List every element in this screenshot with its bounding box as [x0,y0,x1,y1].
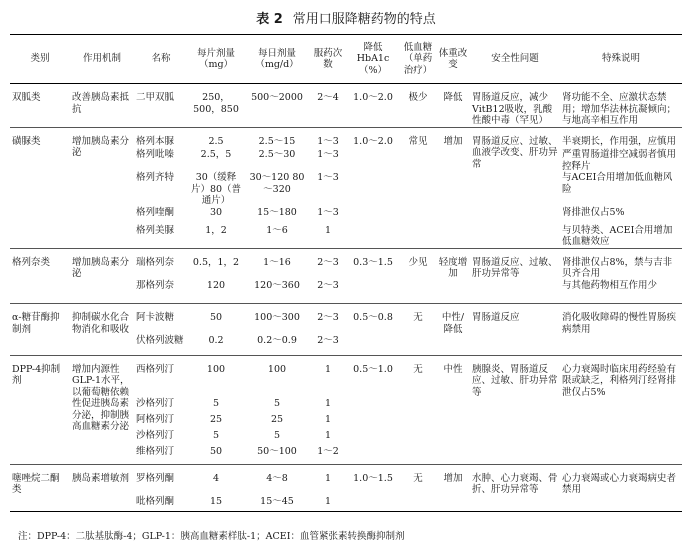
times-cell: 1 [324,398,332,409]
footnote: 注：DPP-4：二肽基肽酶-4；GLP-1：胰高血糖素样肽-1；ACEI：血管紧张素转换酶抑制剂 [18,531,405,542]
special-note-cell: 严重胃肠道排空减弱者慎用控释片 [562,149,677,172]
tablet-dose-cell: 100 [188,355,244,398]
tablet-dose-cell: 25 [209,414,223,425]
category-cell: 磺脲类 [10,127,70,248]
special-note-cell: 心力衰竭时临床用药经验有限或缺乏，利格列汀经肾排泄仅占5% [560,355,682,398]
weight-cell: 降低 [443,92,463,103]
daily-dose-cell: 15～45 [260,495,294,507]
times-cell: 1 [310,464,346,496]
daily-dose-cell: 4～8 [244,464,310,496]
daily-dose-cell: 50～100 [257,446,297,457]
drug-name-cell: 那格列奈 [136,279,175,291]
times-cell: 1～3 [317,172,339,183]
weight-cell: 中性 [436,355,470,464]
col-daily-dose: 每日剂量（mg/d） [255,47,299,70]
col-hba1c: 降低 HbA1c（%） [356,41,390,76]
drug-name-cell: 瑞格列奈 [134,248,188,280]
drug-name-cell: 伏格列波糖 [136,335,184,346]
special-note-cell: 心力衰竭或心力衰竭病史者禁用 [560,464,682,496]
header-row [10,35,682,84]
times-cell: 1 [324,414,332,425]
drug-name-cell: 罗格列酮 [134,464,188,496]
times-cell: 2～4 [317,92,339,103]
times-cell: 1～3 [310,127,346,149]
times-cell: 1 [324,430,332,441]
special-note-cell [560,430,682,446]
drug-name-cell: 阿卡波糖 [134,304,188,336]
category-cell: 格列奈类 [10,248,70,304]
drug-name-cell: 西格列汀 [134,355,188,398]
special-note-cell [560,496,682,512]
mechanism-cell: 增加胰岛素分泌 [70,127,134,248]
weight-cell: 增加 [436,127,470,248]
drug-name-cell: 格列齐特 [136,172,175,183]
hba1c-cell: 0.5～1.0 [346,355,400,464]
special-note-cell: 与其他药物相互作用少 [562,279,658,291]
times-cell: 2～3 [317,335,339,346]
safety-cell: 胃肠道反应，减少VitB12吸收，乳酸性酸中毒（罕见） [472,92,553,126]
table-row [10,84,682,128]
daily-dose-cell: 5 [273,430,281,441]
col-weight: 体重改变 [438,47,468,70]
drug-name-cell: 格列喹酮 [136,206,175,218]
times-cell: 2～3 [317,279,339,291]
tablet-dose-cell: 120 [206,279,226,291]
daily-dose-cell: 0.2～0.9 [257,335,297,346]
hypoglycemia-cell: 少见 [400,248,436,304]
col-mechanism: 作用机制 [82,53,121,65]
special-note-cell: 半衰期长，作用强，应慎用 [560,127,682,149]
daily-dose-cell: 2.5～30 [258,149,296,160]
times-cell: 1 [324,224,332,236]
drug-name-cell: 格列美脲 [136,224,175,236]
category-cell: DPP-4抑制剂 [10,355,70,464]
tablet-dose-cell: 1，2 [205,224,227,236]
tablet-dose-cell: 0.5，1，2 [188,248,244,280]
table-row [10,464,682,496]
table-body [10,84,682,512]
special-note-cell [560,398,682,414]
times-cell: 1～2 [317,446,339,457]
drug-name-cell: 阿格列汀 [136,414,175,425]
times-cell: 1 [310,355,346,398]
daily-dose-cell: 120～360 [254,279,300,291]
hypoglycemia-cell: 无 [400,464,436,512]
category-cell: α-糖苷酶抑制剂 [10,304,70,356]
daily-dose-cell: 500～2000 [251,92,303,103]
daily-dose-cell: 100～300 [244,304,310,336]
safety-cell: 胃肠道反应、过敏、肝功异常等 [470,248,560,304]
daily-dose-cell: 100 [244,355,310,398]
mechanism-cell: 改善胰岛素抵抗 [72,92,130,115]
tablet-dose-cell: 30（缓释片）80（普通片） [190,172,242,206]
hba1c-cell: 1.0～2.0 [353,92,393,103]
col-hypoglycemia: 低血糖（单药治疗） [403,41,433,76]
safety-cell: 水肿、心力衰竭、骨折、肝功异常等 [470,464,560,512]
safety-cell: 胰腺炎、胃肠道反应、过敏、肝功异常等 [470,355,560,464]
col-tablet-dose: 每片剂量（mg） [196,47,235,70]
drug-name-cell: 二甲双胍 [136,92,175,103]
col-times: 服药次数 [313,47,343,70]
special-note-cell: 与ACEI合用增加低血糖风险 [562,172,673,195]
tablet-dose-cell: 4 [188,464,244,496]
category-cell: 噻唑烷二酮类 [10,464,70,512]
special-note-cell: 肾功能不全、应激状态禁用；增加华法林抗凝倾向；与地高辛相互作用 [562,92,677,126]
drug-table [10,34,682,512]
mechanism-cell: 增加内源性GLP-1水平，以葡萄糖依赖性促进胰岛素分泌，抑制胰高血糖素分泌 [70,355,134,464]
daily-dose-cell: 2.5～15 [244,127,310,149]
table-row [10,355,682,398]
drug-name-cell: 维格列汀 [136,446,175,457]
hba1c-cell: 1.0～1.5 [346,464,400,512]
col-category: 类别 [30,53,50,65]
times-cell: 1～3 [317,206,339,218]
drug-name-cell: 沙格列汀 [136,430,175,441]
hba1c-cell: 0.3～1.5 [346,248,400,304]
times-cell: 2～3 [310,248,346,280]
special-note-cell: 肾排泄仅占5% [562,206,625,218]
hba1c-cell: 0.5～0.8 [346,304,400,356]
times-cell: 2～3 [310,304,346,336]
hypoglycemia-cell: 常见 [400,127,436,248]
tablet-dose-cell: 50 [188,304,244,336]
hypoglycemia-cell: 无 [400,304,436,356]
daily-dose-cell: 25 [270,414,284,425]
tablet-dose-cell: 50 [209,446,223,457]
daily-dose-cell: 1～16 [244,248,310,280]
table-row [10,127,682,149]
hypoglycemia-cell: 无 [400,355,436,464]
table-title [0,8,692,27]
weight-cell: 中性/降低 [436,304,470,356]
weight-cell: 轻度增加 [436,248,470,304]
col-safety: 安全性问题 [491,53,539,65]
category-cell: 双胍类 [12,92,41,103]
special-note-cell: 肾排泄仅占8%，禁与吉非贝齐合用 [560,248,682,280]
special-note-cell: 消化吸收障碍的慢性胃肠疾病禁用 [560,304,682,336]
tablet-dose-cell: 5 [212,430,220,441]
safety-cell: 胃肠道反应、过敏、血液学改变、肝功异常 [470,127,560,248]
drug-name-cell: 格列本脲 [134,127,188,149]
special-note-cell [560,446,682,464]
hba1c-cell: 1.0～2.0 [346,127,400,248]
tablet-dose-cell: 15 [209,495,223,507]
safety-cell: 胃肠道反应 [470,304,560,356]
col-special: 特殊说明 [601,53,640,65]
tablet-dose-cell: 0.2 [208,335,224,346]
table-row [10,248,682,280]
tablet-dose-cell: 2.5 [188,127,244,149]
drug-name-cell: 格列吡嗪 [136,149,175,160]
table-number: 表 2 [256,12,283,27]
special-note-cell: 与贝特类、ACEI合用增加低血糖效应 [562,224,673,247]
mechanism-cell: 胰岛素增敏剂 [70,464,134,512]
daily-dose-cell: 1～6 [266,224,288,236]
mechanism-cell: 抑制碳水化合物消化和吸收 [70,304,134,356]
daily-dose-cell: 15～180 [257,206,297,218]
special-note-cell [560,335,682,355]
table-row [10,304,682,336]
times-cell: 1 [324,495,332,507]
col-name: 名称 [151,53,171,65]
times-cell: 1～3 [317,149,339,160]
tablet-dose-cell: 2.5，5 [200,149,232,160]
special-note-cell [560,414,682,430]
daily-dose-cell: 5 [273,398,281,409]
weight-cell: 增加 [436,464,470,512]
tablet-dose-cell: 30 [209,206,223,218]
hypoglycemia-cell: 极少 [408,92,428,103]
tablet-dose-cell: 250，500，850 [193,92,239,115]
tablet-dose-cell: 5 [212,398,220,409]
daily-dose-cell: 30～120 80～320 [249,172,305,195]
drug-name-cell: 吡格列酮 [136,495,175,507]
table-caption: 常用口服降糖药物的特点 [292,12,436,27]
mechanism-cell: 增加胰岛素分泌 [70,248,134,304]
drug-name-cell: 沙格列汀 [136,398,175,409]
